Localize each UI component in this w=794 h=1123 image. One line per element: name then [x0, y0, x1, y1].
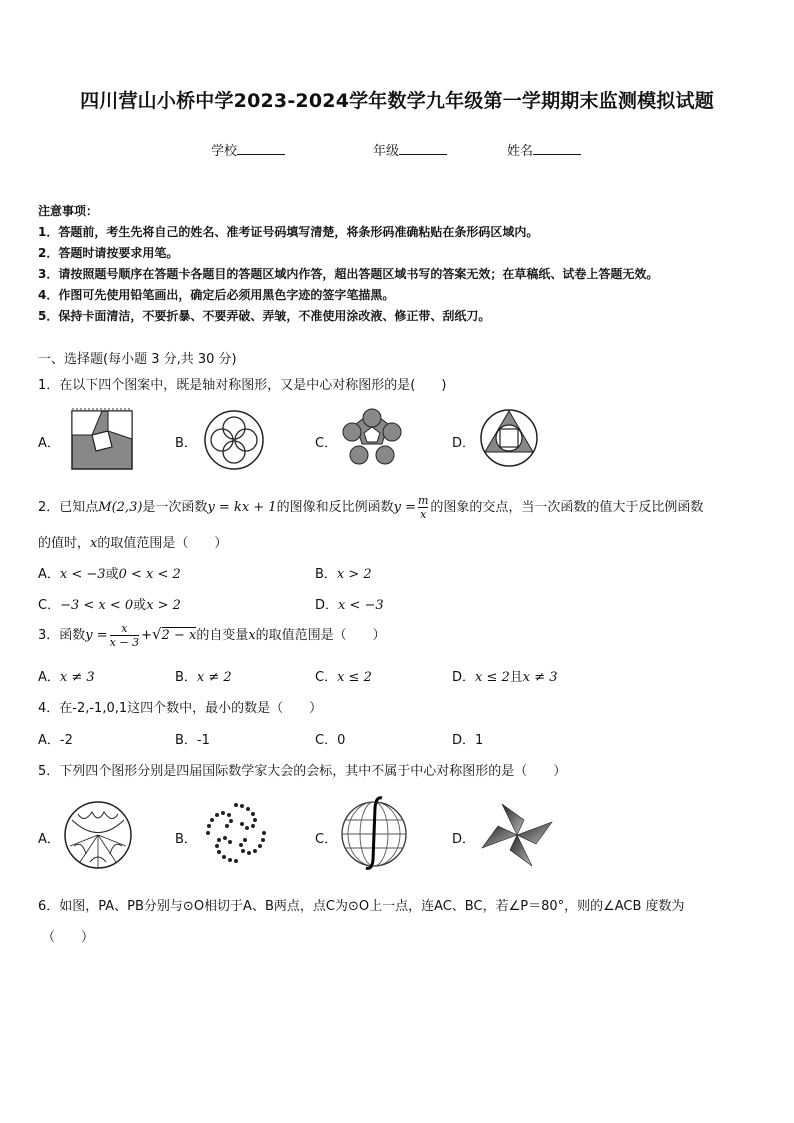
notes-item: 5．保持卡面清洁，不要折暴、不要弄破、弄皱，不准使用涂改液、修正带、刮纸刀。: [38, 309, 491, 323]
name-blank[interactable]: [533, 142, 581, 155]
grade-field[interactable]: [373, 140, 447, 159]
q3-option-a[interactable]: [38, 666, 95, 685]
q3-option-a-text: x ≠ 3: [59, 670, 95, 685]
q3-option-c-label: C．: [315, 670, 338, 685]
q2-option-a-part2: 0 < x < 2: [118, 567, 181, 582]
q2-text-3: 的图像和反比例函数: [276, 500, 394, 515]
q3-option-b[interactable]: [175, 666, 232, 685]
q6-line1: 6．如图，PA、PB分别与⊙O相切于A、B两点，点C为⊙O上一点，连AC、BC，若∠P＝80°，则的∠ACB 度数为: [38, 899, 685, 914]
q2-line1: [38, 494, 703, 521]
notes-item: 1．答题前，考生先将自己的姓名、准考证号码填写清楚，将条形码准确粘贴在条形码区域内。: [38, 225, 539, 239]
q2-option-a[interactable]: [38, 563, 181, 582]
q5-stem: 5．下列四个图形分别是四届国际数学家大会的会标，其中不属于中心对称图形的是（ ）: [38, 764, 567, 779]
q2-fraction: [418, 494, 428, 521]
q3-option-b-label: B．: [175, 670, 197, 685]
q2-recip-lhs: y =: [393, 500, 416, 515]
q2-option-b-label: B．: [315, 567, 337, 582]
q1-option-d-label: D．: [452, 436, 476, 451]
q4-option-b[interactable]: B．-1: [175, 733, 210, 748]
q2-option-d-label: D．: [315, 598, 339, 613]
q3-lhs: y =: [85, 628, 108, 643]
notes-item: 4．作图可先使用铅笔画出，确定后必须用黑色字迹的签字笔描黑。: [38, 288, 395, 302]
school-blank[interactable]: [237, 142, 285, 155]
q2-line2-text-b: 的取值范围是（ ）: [97, 536, 228, 551]
q1-option-b-label: B．: [175, 436, 197, 451]
q2-text-2: 是一次函数: [142, 500, 208, 515]
q3-text-1: 3．函数: [38, 628, 86, 643]
grade-blank[interactable]: [399, 142, 447, 155]
q3-text-3: 的取值范围是（ ）: [255, 628, 386, 643]
q2-option-d[interactable]: [315, 594, 384, 613]
notes-item: 2．答题时请按要求用笔。: [38, 246, 179, 260]
q2-option-c[interactable]: [38, 594, 181, 613]
q5-figure-b-dotted-spiral: [200, 797, 272, 869]
q3-option-d-part2: x ≠ 3: [522, 670, 558, 685]
q5-figure-c-globe-integral: [338, 794, 410, 872]
q1-figure-b-four-petals: [203, 409, 265, 471]
q1-figure-c-pentagon-flower: [340, 408, 404, 468]
q5-figure-a-arc-circle: [62, 800, 134, 870]
q3-option-c-text: x ≤ 2: [337, 670, 372, 685]
q2-line2: [38, 532, 227, 551]
q5-option-d-label: D．: [452, 832, 476, 847]
notes-heading: 注意事项：: [38, 204, 99, 218]
q1-option-a-label: A．: [38, 436, 60, 451]
q4-stem: 4．在-2,-1,0,1这四个数中，最小的数是（ ）: [38, 701, 323, 716]
name-field[interactable]: [507, 140, 581, 159]
q2-option-c-part2: x > 2: [146, 598, 181, 613]
q1-stem: 1．在以下四个图案中，既是轴对称图形，又是中心对称图形的是( ): [38, 378, 447, 393]
q5-figure-d-shaded-pinwheel: [478, 800, 556, 870]
q2-line2-text-a: 的值时，: [38, 536, 91, 551]
q3-option-d[interactable]: [452, 666, 558, 685]
q2-text-4: 的图象的交点，当一次函数的值大于反比例函数: [430, 500, 704, 515]
q3-option-d-part1: x ≤ 2: [475, 670, 510, 685]
q3-fraction-numerator: x: [110, 622, 139, 636]
q1-figure-a-pinwheel-square: [68, 405, 136, 471]
q2-fraction-numerator: m: [417, 494, 429, 507]
q5-option-b-label: B．: [175, 832, 197, 847]
q3-option-c[interactable]: [315, 666, 372, 685]
q2-point: M(2,3): [98, 500, 143, 515]
q2-fraction-denominator: x: [420, 508, 427, 521]
q3-radical-sign: √: [151, 625, 162, 643]
q6-line2: （ ）: [42, 930, 95, 945]
q5-option-c-label: C．: [315, 832, 338, 847]
notes-item: 3．请按照题号顺序在答题卡各题目的答题区域内作答，超出答题区域书写的答案无效；在草稿纸、试卷上答题无效。: [38, 267, 659, 281]
q5-option-a-label: A．: [38, 832, 60, 847]
q3-var: x: [248, 628, 256, 643]
q2-option-a-or: 或: [105, 567, 119, 582]
q2-option-c-or: 或: [133, 598, 147, 613]
q4-option-c[interactable]: C．0: [315, 733, 346, 748]
q2-option-c-label: C．: [38, 598, 61, 613]
q3-option-b-text: x ≠ 2: [196, 670, 232, 685]
q1-option-c-label: C．: [315, 436, 338, 451]
q2-option-d-text: x < −3: [338, 598, 384, 613]
q3-fraction: [110, 622, 139, 649]
q4-option-a[interactable]: A．-2: [38, 733, 73, 748]
q2-option-b-text: x > 2: [336, 567, 372, 582]
school-label: 学校: [211, 144, 238, 159]
q1-figure-d-circle-triangle-square: [479, 408, 539, 468]
q3-radicand: 2 − x: [161, 628, 197, 643]
name-label: 姓名: [507, 144, 534, 159]
section-heading: 一、选择题(每小题 3 分,共 30 分): [38, 352, 237, 367]
q3-stem: [38, 622, 386, 649]
grade-label: 年级: [373, 144, 400, 159]
school-field[interactable]: [211, 140, 285, 159]
q3-option-d-and: 且: [509, 670, 523, 685]
q2-option-c-part1: −3 < x < 0: [60, 598, 134, 613]
q4-option-d[interactable]: D．1: [452, 733, 484, 748]
q2-option-a-label: A．: [38, 567, 60, 582]
q2-option-b[interactable]: [315, 563, 372, 582]
q3-text-2: 的自变量: [196, 628, 249, 643]
q2-text-1: 2．已知点: [38, 500, 99, 515]
notes-block: [38, 201, 658, 327]
q2-option-a-part1: x < −3: [59, 567, 106, 582]
q2-line2-var: x: [90, 536, 98, 551]
q3-option-d-label: D．: [452, 670, 476, 685]
q2-linear-function: y = kx + 1: [207, 500, 277, 515]
q3-option-a-label: A．: [38, 670, 60, 685]
q3-fraction-denominator: x − 3: [109, 636, 140, 649]
q3-plus: +: [141, 628, 152, 643]
page-title: 四川营山小桥中学2023-2024学年数学九年级第一学期期末监测模拟试题: [80, 90, 714, 112]
